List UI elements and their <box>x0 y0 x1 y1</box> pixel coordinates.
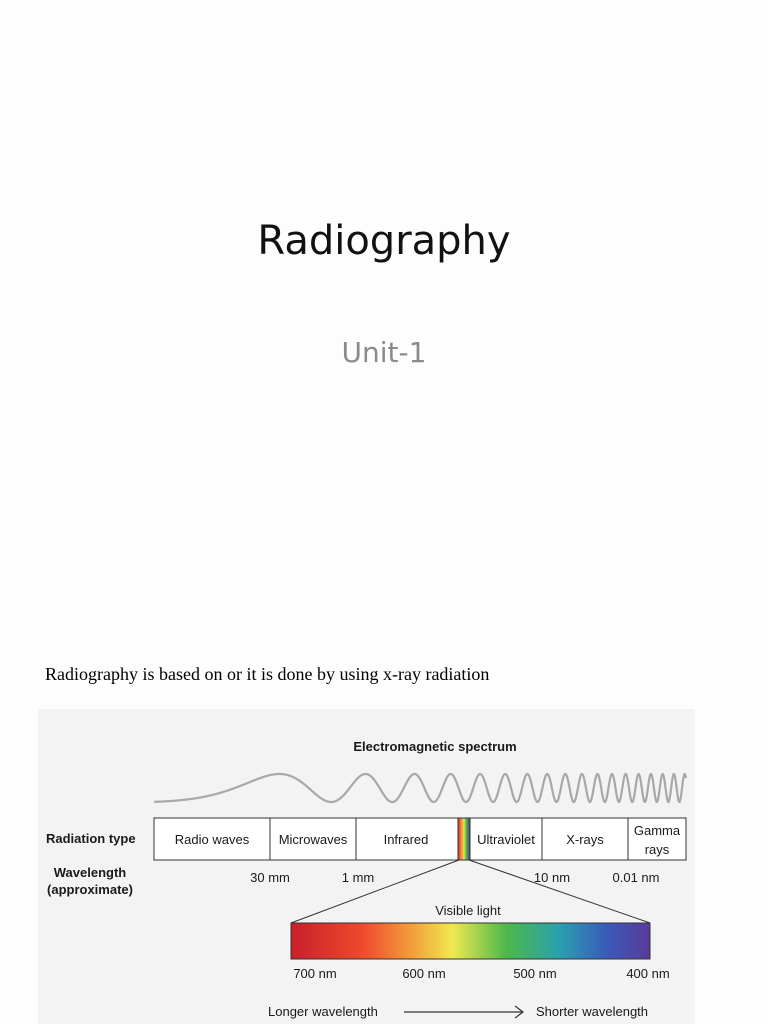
direction-arrow-icon <box>404 1006 523 1018</box>
band-radio-waves: Radio waves <box>174 832 250 847</box>
em-spectrum-figure <box>38 709 695 1024</box>
band-gamma-line1: Gamma <box>633 823 681 838</box>
em-spectrum-svg <box>38 709 695 1024</box>
boundary-30mm: 30 mm <box>250 870 290 885</box>
longer-wavelength-label: Longer wavelength <box>268 1004 378 1019</box>
wavelength-label-line2: (approximate) <box>47 882 133 897</box>
band-infrared: Infrared <box>383 832 429 847</box>
band-x-rays: X-rays <box>566 832 604 847</box>
visible-tick-600nm: 600 nm <box>402 966 446 981</box>
boundary-1mm: 1 mm <box>341 870 375 885</box>
figure-title: Electromagnetic spectrum <box>353 739 517 754</box>
visible-tick-500nm: 500 nm <box>513 966 557 981</box>
zoom-line-left <box>291 860 459 923</box>
band-microwaves: Microwaves <box>278 832 348 847</box>
wave-graphic <box>154 774 686 802</box>
boundary-0-01nm: 0.01 nm <box>612 870 660 885</box>
caption-text: Radiography is based on or it is done by using x-ray radiation <box>45 664 490 684</box>
band-ultraviolet: Ultraviolet <box>477 832 535 847</box>
visible-tick-400nm: 400 nm <box>626 966 670 981</box>
shorter-wavelength-label: Shorter wavelength <box>536 1004 649 1019</box>
slide-title: Radiography <box>257 218 511 264</box>
wavelength-label-line1: Wavelength <box>53 865 127 880</box>
radiation-type-label: Radiation type <box>46 831 136 846</box>
boundary-10nm: 10 nm <box>533 870 571 885</box>
visible-spectrum-bar <box>291 923 650 959</box>
visible-tick-700nm: 700 nm <box>293 966 337 981</box>
band-gamma-line2: rays <box>644 842 670 857</box>
slide-subtitle: Unit-1 <box>341 336 427 369</box>
visible-light-label: Visible light <box>435 903 501 918</box>
visible-band-narrow <box>458 818 470 860</box>
